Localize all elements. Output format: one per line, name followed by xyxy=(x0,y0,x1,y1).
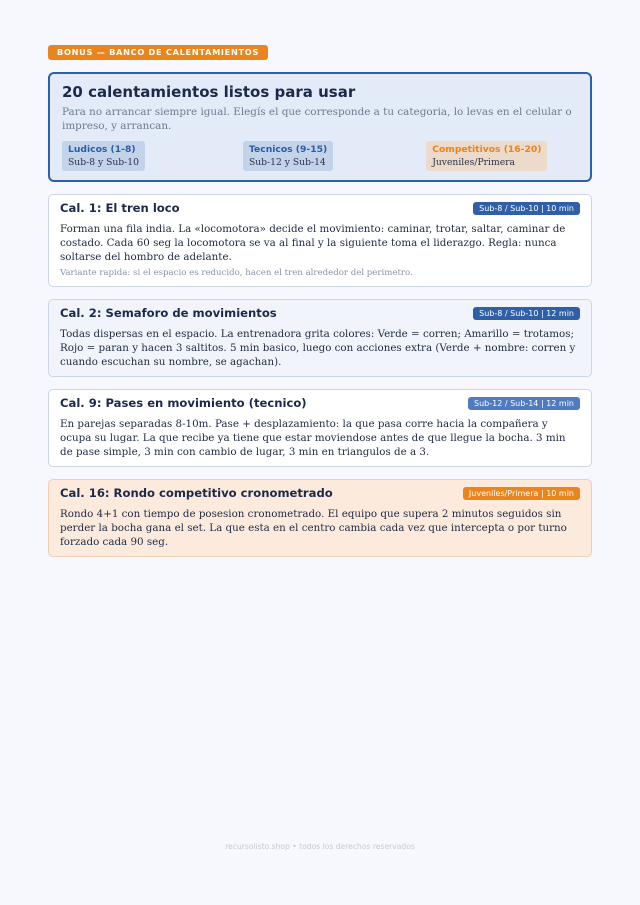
intro-title: 20 calentamientos listos para usar xyxy=(62,83,356,101)
category-list xyxy=(62,141,578,171)
category-badge: Sub-12 / Sub-14 | 12 min xyxy=(468,397,580,410)
category-name: Tecnicos (9-15) xyxy=(248,144,328,155)
category-ages: Sub-8 y Sub-10 xyxy=(68,157,139,168)
section-tag: BONUS — BANCO DE CALENTAMIENTOS xyxy=(48,45,268,60)
category-ages: Sub-12 y Sub-14 xyxy=(248,157,326,168)
card-note: Variante rapida: si el espacio es reducido, hacen el tren alrededor del perimetro. xyxy=(60,268,413,278)
card-title: Cal. 1: El tren loco xyxy=(60,201,180,215)
card-body: En parejas separadas 8-10m. Pase + desplazamiento: la que pasa corre hacia la compañera y ocupa su lugar. La que recibe ya tiene que estar moviendose antes de que llegue la bocha. 3 min de pase simple, 3 min con cambio de lugar, 3 min en triangulos de a 3. xyxy=(60,418,566,458)
card-title: Cal. 2: Semaforo de movimientos xyxy=(60,306,277,320)
warmup-card-9 xyxy=(48,389,592,467)
category-competitivos xyxy=(426,141,547,171)
category-ludicos xyxy=(62,141,145,171)
category-tecnicos xyxy=(243,141,333,171)
category-name: Ludicos (1-8) xyxy=(68,144,136,155)
card-body: Todas dispersas en el espacio. La entrenadora grita colores: Verde = corren; Amarillo = trotamos; Rojo = paran y hacen 3 saltitos. 5 min basico, luego con acciones extra (Verde + nombre: corren y cuando escuchan su nombre, se agachan). xyxy=(60,328,576,368)
category-badge: Sub-8 / Sub-10 | 12 min xyxy=(473,307,580,320)
intro-subtitle: Para no arrancar siempre igual. Elegís el que corresponde a tu categoria, lo levas en el celular o impreso, y arrancan. xyxy=(62,106,572,132)
warmup-card-16 xyxy=(48,479,592,557)
footer-text: recursolisto.shop • todos los derechos reservados xyxy=(225,842,415,851)
card-body: Rondo 4+1 con tiempo de posesion cronometrado. El equipo que supera 2 minutos seguidos sin perder la bocha gana el set. La que esta en el centro cambia cada vez que intercepta o por turno forzado cada 90 seg. xyxy=(60,508,567,548)
card-body: Forman una fila india. La «locomotora» decide el movimiento: caminar, trotar, saltar, caminar de costado. Cada 60 seg la locomotora se va al final y la siguiente toma el liderazgo. Regla: nunca soltarse del hombro de adelante. xyxy=(60,223,566,263)
card-title: Cal. 9: Pases en movimiento (tecnico) xyxy=(60,396,307,410)
page-content xyxy=(48,42,592,557)
category-badge: Sub-8 / Sub-10 | 10 min xyxy=(473,202,580,215)
category-ages: Juveniles/Primera xyxy=(432,157,516,168)
category-badge: Juveniles/Primera | 10 min xyxy=(463,487,580,500)
warmup-card-1 xyxy=(48,194,592,287)
warmup-card-2 xyxy=(48,299,592,377)
category-name: Competitivos (16-20) xyxy=(432,144,542,155)
intro-box xyxy=(48,72,592,182)
card-title: Cal. 16: Rondo competitivo cronometrado xyxy=(60,486,333,500)
